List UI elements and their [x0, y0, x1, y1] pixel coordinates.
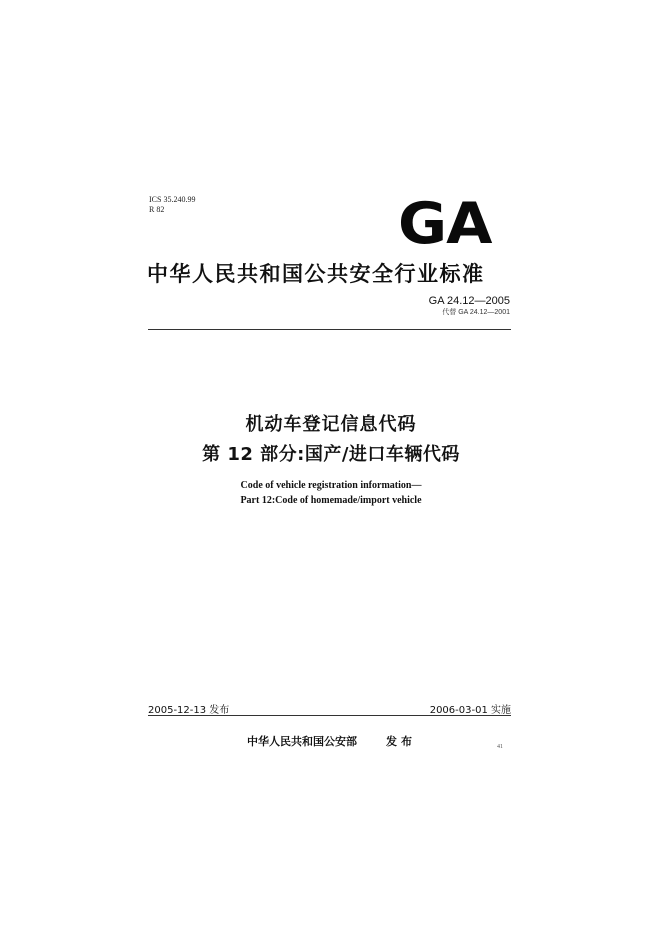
title-en-line2: Part 12:Code of homemade/import vehicle — [240, 495, 422, 506]
implementation-date: 2006-03-01 实施 — [429, 705, 511, 716]
title-zh-line2: 第 12 部分:国产/进口车辆代码 — [202, 444, 460, 465]
bottom-divider — [148, 715, 511, 716]
ga-logo: GA — [398, 191, 492, 257]
classification-codes — [149, 195, 195, 215]
standard-category-title: 中华人民共和国公共安全行业标准 — [147, 262, 485, 286]
ccs-code: R 82 — [149, 205, 165, 214]
top-divider — [148, 329, 511, 330]
standard-number-block — [429, 295, 510, 317]
title-zh-line1: 机动车登记信息代码 — [245, 414, 417, 435]
title-en-line1: Code of vehicle registration information— — [240, 480, 422, 491]
page-number: 41 — [497, 744, 503, 750]
publisher-name: 中华人民共和国公安部 — [247, 735, 357, 748]
replaces-standard: 代替 GA 24.12—2001 — [442, 309, 510, 316]
ics-code: ICS 35.240.99 — [149, 195, 196, 204]
issue-date: 2005-12-13 发布 — [148, 705, 230, 716]
standard-number: GA 24.12—2005 — [428, 295, 510, 307]
publish-action: 发布 — [386, 735, 416, 748]
